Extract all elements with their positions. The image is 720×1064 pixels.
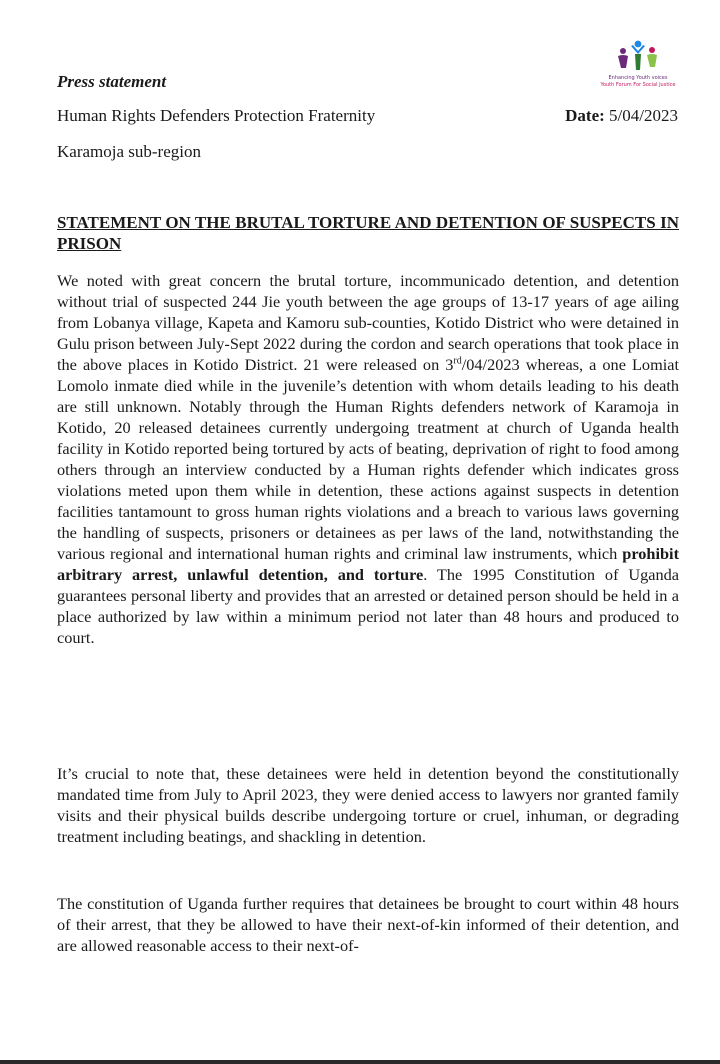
date-label: Date:: [565, 106, 605, 125]
paragraph-1-bold-phrase: prohibit arbitrary arrest, unlawful detention, and torture: [57, 544, 679, 584]
paragraph-1-text-b: /04/2023 whereas, a one Lomiat Lomolo inmate died while in the juvenile’s detention with whom details leading to his death are still unknown. Notably through the Human Rights defenders network of Karamoja in Kotido, 20 released detainees currently undergoing treatment at church of Uganda health facility in Kotido reported being tortured by acts of beating, deprivation of right to food among others through an interview conducted by a Human rights defender which indicates gross violations meted upon them while in detention, these actions against suspects in detention facilities tantamount to gross human rights violations and a breach to various laws governing the handling of suspects, prisoners or detainees as per laws of the land, notwithstanding the various regional and international human rights and criminal law instruments, which: [57, 355, 680, 563]
paragraph-1: [57, 270, 679, 648]
logo-org-name: Youth Forum For Social Justice: [600, 82, 676, 88]
statement-date: [565, 106, 678, 126]
region-name: Karamoja sub-region: [57, 142, 201, 161]
ordinal-superscript: rd: [453, 355, 462, 367]
paragraph-1-text-a: We noted with great concern the brutal torture, incommunicado detention, and detention without trial of suspected 244 Jie youth between the age groups of 13-17 years of age ailing from Lobanya village, Kapeta and Kamoru sub-counties, Kotido District who were detained in Gulu prison between July-Sept 2022 during the cordon and search operations that took place in the above places in Kotido District. 21 were released on 3: [57, 271, 679, 374]
date-value: 5/04/2023: [609, 106, 678, 125]
youth-forum-logo: [588, 40, 688, 96]
press-statement-label: Press statement: [57, 72, 167, 91]
people-logo-icon: [614, 40, 662, 74]
page-bottom-edge: [0, 1060, 720, 1064]
statement-title: STATEMENT ON THE BRUTAL TORTURE AND DETENTION OF SUSPECTS IN PRISON: [57, 213, 679, 253]
paragraph-1-text-c: . The 1995 Constitution of Uganda guarantees personal liberty and provides that an arrested or detained person should be held in a place authorized by law within a minimum period not later than 48 hours and produced to court.: [57, 565, 679, 647]
paragraph-2: It’s crucial to note that, these detainees were held in detention beyond the constitutionally mandated time from July to April 2023, they were denied access to lawyers nor granted family visits and their physical builds describe undergoing torture or cruel, inhuman, or degrading treatment including beatings, and shackling in detention.: [57, 764, 679, 846]
paragraph-3: The constitution of Uganda further requires that detainees be brought to court within 48 hours of their arrest, that they be allowed to have their next-of-kin informed of their detention, and are allowed reasonable access to their next-of-: [57, 894, 679, 955]
logo-tagline: Enhancing Youth voices: [608, 75, 668, 81]
organization-name: Human Rights Defenders Protection Fraternity: [57, 106, 376, 125]
